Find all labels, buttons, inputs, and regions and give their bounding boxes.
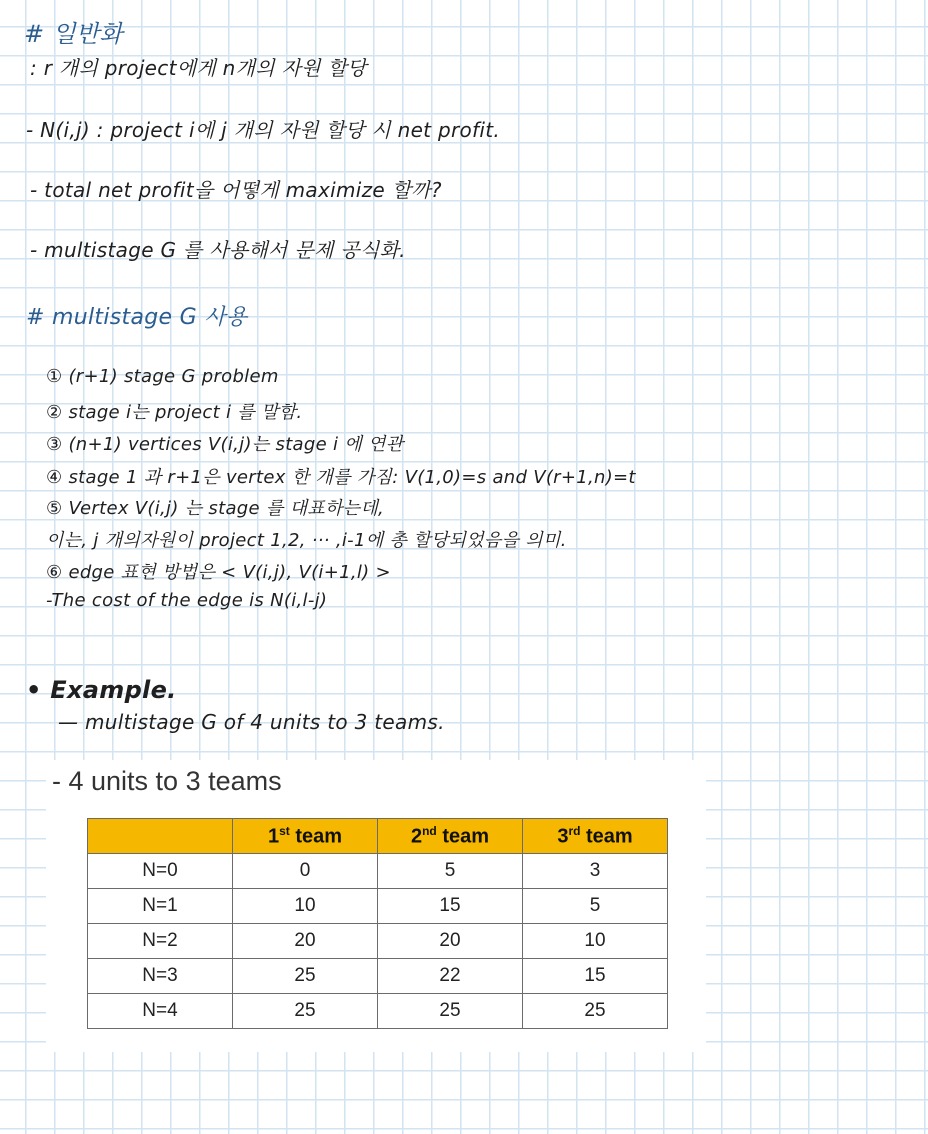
row-label: N=1 [88, 889, 233, 924]
list-item-5: ⑤ Vertex V(i,j) 는 stage 를 대표하는데, [46, 498, 385, 519]
list-item-1: ① (r+1) stage G problem [46, 366, 279, 387]
example-heading: • Example. [26, 676, 177, 704]
card-title: - 4 units to 3 teams [52, 766, 282, 796]
example-subline: — multistage G of 4 units to 3 teams. [58, 710, 445, 734]
table-cell: 10 [233, 889, 378, 924]
header-team-1: 1st team [233, 819, 378, 854]
table-row [88, 889, 668, 924]
units-table [87, 818, 668, 1029]
table-cell: 20 [378, 924, 523, 959]
table-cell: 25 [233, 994, 378, 1029]
table-cell: 15 [523, 959, 668, 994]
list-item-6: ⑥ edge 표현 방법은 < V(i,j), V(i+1,l) > [46, 562, 391, 583]
table-row [88, 994, 668, 1029]
heading-generalization: # 일반화 [24, 20, 123, 48]
table-cell: 25 [233, 959, 378, 994]
heading-multistage-usage: # multistage G 사용 [26, 305, 248, 330]
header-blank [88, 819, 233, 854]
list-item-4: ④ stage 1 과 r+1은 vertex 한 개를 가짐: V(1,0)=s and V(r+1,n)=t [46, 467, 636, 488]
note-line-multistage: - multistage G 를 사용해서 문제 공식화. [30, 238, 406, 262]
row-label: N=3 [88, 959, 233, 994]
table-cell: 15 [378, 889, 523, 924]
list-item-3: ③ (n+1) vertices V(i,j)는 stage i 에 연관 [46, 434, 404, 455]
table-cell: 25 [523, 994, 668, 1029]
table-cell: 10 [523, 924, 668, 959]
note-line-maximize: - total net profit을 어떻게 maximize 할까? [30, 178, 442, 202]
example-card [46, 760, 706, 1052]
table-cell: 20 [233, 924, 378, 959]
table-row [88, 959, 668, 994]
table-cell: 0 [233, 854, 378, 889]
note-line-allocation: : r 개의 project에게 n개의 자원 할당 [30, 56, 367, 80]
table-cell: 22 [378, 959, 523, 994]
note-line-net-profit: - N(i,j) : project i에 j 개의 자원 할당 시 net profit. [26, 118, 501, 142]
table-header-row [88, 819, 668, 854]
table-cell: 25 [378, 994, 523, 1029]
table-cell: 3 [523, 854, 668, 889]
header-team-3: 3rd team [523, 819, 668, 854]
row-label: N=0 [88, 854, 233, 889]
row-label: N=2 [88, 924, 233, 959]
table-cell: 5 [378, 854, 523, 889]
header-team-2: 2nd team [378, 819, 523, 854]
table-cell: 5 [523, 889, 668, 924]
list-item-5-detail: 이는, j 개의자원이 project 1,2, ··· ,i-1에 총 할당되었음을 의미. [46, 530, 567, 551]
list-item-2: ② stage i는 project i 를 말함. [46, 402, 303, 423]
row-label: N=4 [88, 994, 233, 1029]
table-row [88, 924, 668, 959]
table-row [88, 854, 668, 889]
list-item-6-detail: -The cost of the edge is N(i,l-j) [46, 590, 328, 611]
